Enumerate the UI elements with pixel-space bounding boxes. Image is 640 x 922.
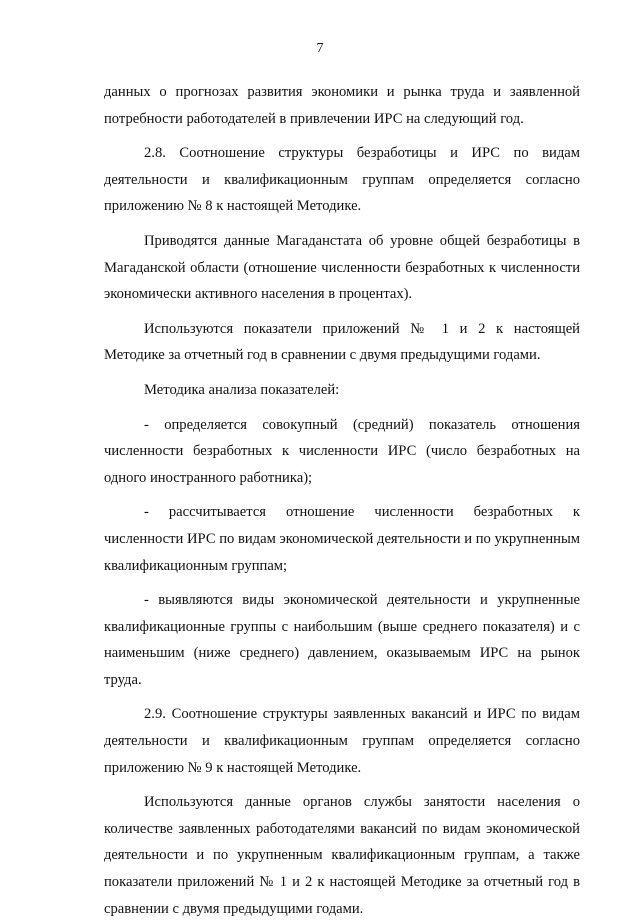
paragraph-method-heading: Методика анализа показателей: bbox=[144, 381, 340, 398]
list-item-average-ratio: - определяется совокупный (средний) показатель отношения численности безработных к численности ИРС (число безработных на одного иностранного работника); bbox=[104, 416, 580, 486]
paragraph-section-2-9: 2.9. Соотношение структуры заявленных вакансий и ИРС по видам деятельности и квалификационным группам определяется согласно приложению № 9 к настоящей Методике. bbox=[104, 706, 580, 776]
paragraph-section-2-8: 2.8. Соотношение структуры безработицы и ИРС по видам деятельности и квалификационным группам определяется согласно приложению № 8 к настоящей Методике. bbox=[104, 145, 580, 215]
paragraph-employment-service-data: Используются данные органов службы занятости населения о количестве заявленных работодателями вакансий по видам экономической деятельности и по укрупненным квалификационным группам, а также показатели приложений № 1 и 2 к настоящей Методике за отчетный год в сравнении с двумя предыдущими годами. bbox=[104, 794, 580, 917]
paragraph-indicators-used: Используются показатели приложений № 1 и 2 к настоящей Методике за отчетный год в сравнении с двумя предыдущими годами. bbox=[104, 320, 580, 364]
list-item-ratio-by-activity: - рассчитывается отношение численности безработных к численности ИРС по видам экономической деятельности и по укрупненным квалификационным группам; bbox=[104, 504, 580, 574]
list-item-pressure-groups: - выявляются виды экономической деятельности и укрупненные квалификационные группы с наибольшим (выше среднего показателя) и с наименьшим (ниже среднего) давлением, оказываемым ИРС на рынок труда. bbox=[104, 592, 580, 688]
page-number: 7 bbox=[316, 41, 324, 56]
paragraph-continuation: данных о прогнозах развития экономики и рынка труда и заявленной потребности работодателей в привлечении ИРС на следующий год. bbox=[104, 84, 580, 127]
paragraph-magadanstat-data: Приводятся данные Магаданстата об уровне общей безработицы в Магаданской области (отношение численности безработных к численности экономически активного населения в процентах). bbox=[104, 232, 580, 303]
document-body bbox=[104, 79, 580, 922]
